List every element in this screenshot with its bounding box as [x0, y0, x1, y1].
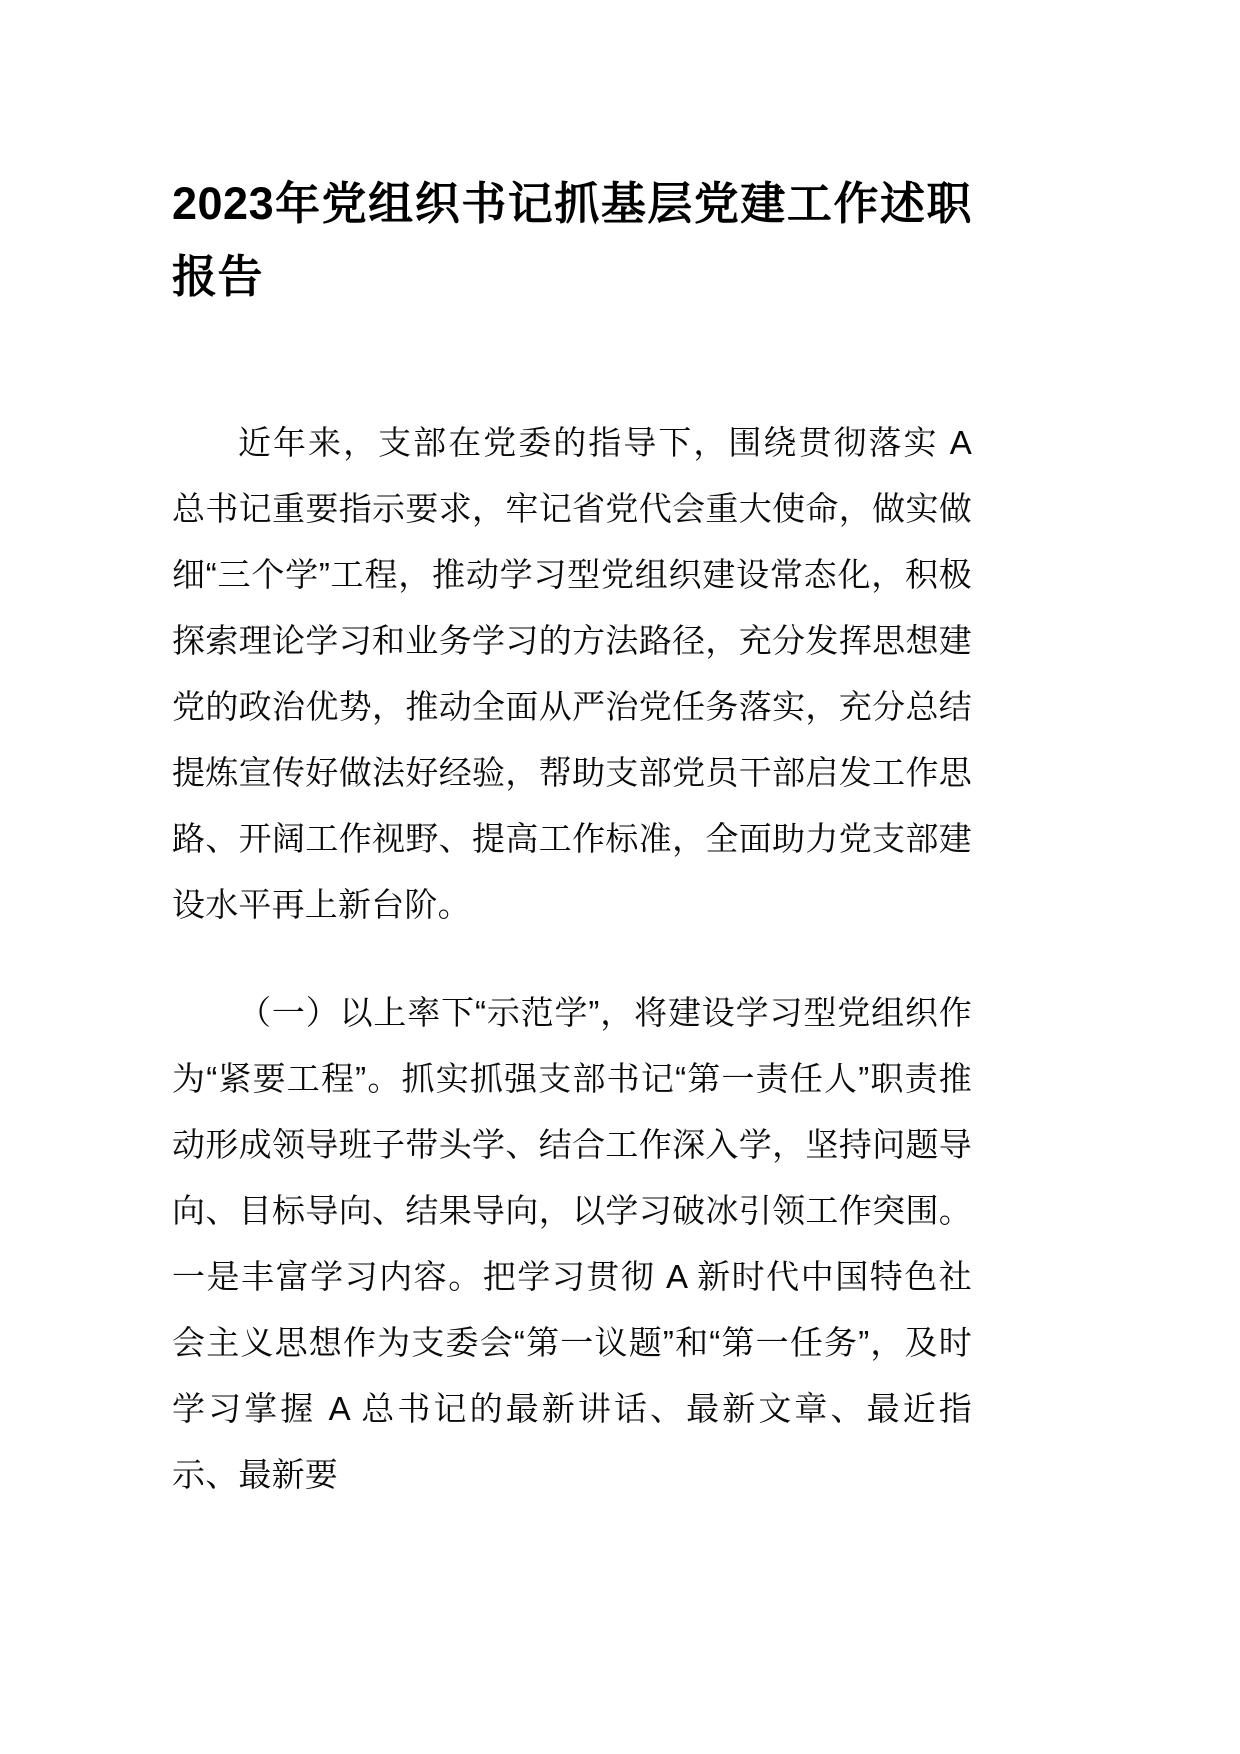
body-paragraph-2: （一）以上率下“示范学”，将建设学习型党组织作为“紧要工程”。抓实抓强支部书记“第一责任人”职责推动形成领导班子带头学、结合工作深入学，坚持问题导向、目标导向、结果导向，以学习破冰引领工作突围。一是丰富学习内容。把学习贯彻 A 新时代中国特色社会主义思想作为支委会“第一议题”和“第一任务”，及时学习掌握 A 总书记的最新讲话、最新文章、最近指示、最新要 — [172, 993, 972, 1493]
document-body — [172, 410, 972, 1508]
body-paragraph-1: 近年来，支部在党委的指导下，围绕贯彻落实 A 总书记重要指示要求，牢记省党代会重大使命，做实做细“三个学”工程，推动学习型党组织建设常态化，积极探索理论学习和业务学习的方法路径，充分发挥思想建党的政治优势，推动全面从严治党任务落实，充分总结提炼宣传好做法好经验，帮助支部党员干部启发工作思路、开阔工作视野、提高工作标准，全面助力党支部建设水平再上新台阶。 — [172, 423, 972, 923]
document-content — [172, 0, 972, 1508]
page-title: 2023年党组织书记抓基层党建工作述职报告 — [172, 178, 972, 302]
